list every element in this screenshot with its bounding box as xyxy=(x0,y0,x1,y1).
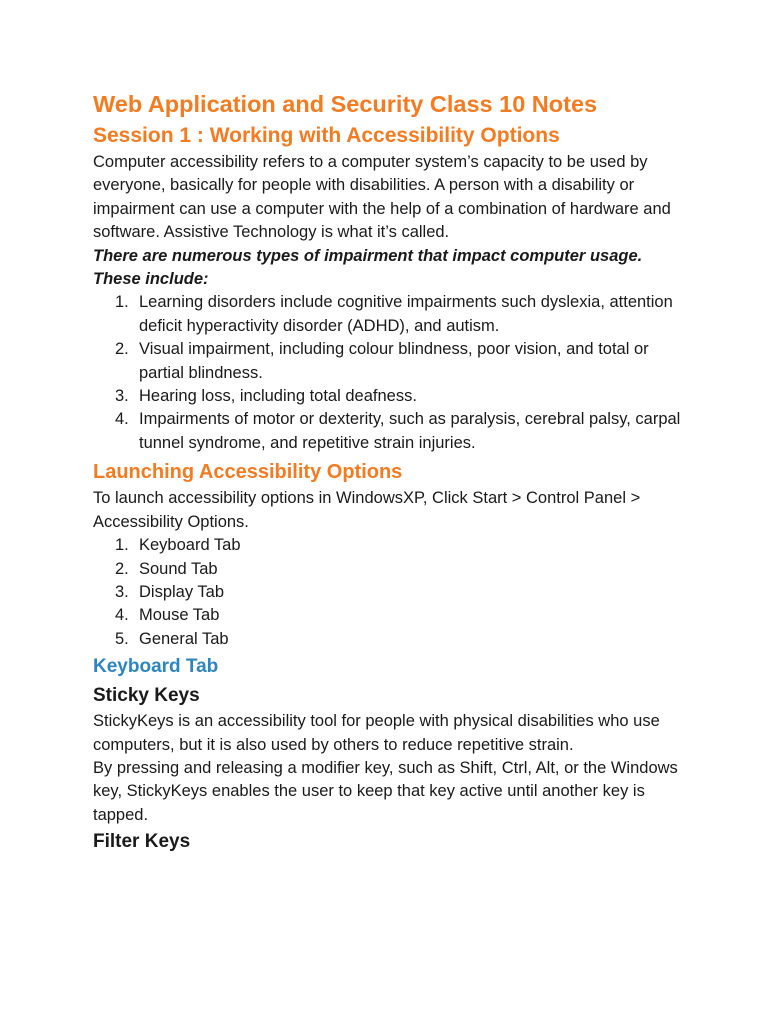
document-content xyxy=(93,88,693,856)
list-text: Visual impairment, including colour blindness, poor vision, and total or partial blindness. xyxy=(139,340,649,382)
list-number: 2. xyxy=(115,559,129,578)
list-text: Learning disorders include cognitive impairments such dyslexia, attention deficit hyperactivity disorder (ADHD), and autism. xyxy=(139,293,673,335)
list-number: 3. xyxy=(115,387,129,406)
tabs-list xyxy=(93,534,693,651)
list-item xyxy=(93,581,693,604)
impairment-lead: There are numerous types of impairment that impact computer usage. These include: xyxy=(93,246,643,289)
list-item xyxy=(93,385,693,408)
list-number: 4. xyxy=(115,410,129,429)
sticky-keys-heading: Sticky Keys xyxy=(93,685,200,707)
session-heading: Session 1 : Working with Accessibility Options xyxy=(93,124,560,147)
list-number: 4. xyxy=(115,606,129,625)
list-item xyxy=(93,408,693,455)
intro-paragraph: Computer accessibility refers to a computer system’s capacity to be used by everyone, basically for people with disabilities. A person with a disability or impairment can use a computer with the help of a combination of hardware and software. Assistive Technology is what it’s called. xyxy=(93,153,671,242)
list-number: 3. xyxy=(115,582,129,601)
list-text: Hearing loss, including total deafness. xyxy=(139,387,417,406)
list-item xyxy=(93,628,693,651)
list-item xyxy=(93,291,693,338)
impairment-list xyxy=(93,291,693,455)
list-item xyxy=(93,604,693,627)
list-text: Sound Tab xyxy=(139,559,218,578)
list-text: Mouse Tab xyxy=(139,606,220,625)
list-number: 2. xyxy=(115,340,129,359)
list-text: Display Tab xyxy=(139,582,224,601)
list-text: General Tab xyxy=(139,629,229,648)
page-title: Web Application and Security Class 10 Notes xyxy=(93,91,598,117)
list-item xyxy=(93,338,693,385)
launch-heading: Launching Accessibility Options xyxy=(93,461,403,484)
sticky-keys-paragraph-2: By pressing and releasing a modifier key, such as Shift, Ctrl, Alt, or the Windows key, StickyKeys enables the user to keep that key active until another key is tapped. xyxy=(93,758,678,824)
list-number: 1. xyxy=(115,536,129,555)
list-text: Impairments of motor or dexterity, such as paralysis, cerebral palsy, carpal tunnel syndrome, and repetitive strain injuries. xyxy=(139,410,681,452)
list-text: Keyboard Tab xyxy=(139,536,241,555)
keyboard-tab-heading: Keyboard Tab xyxy=(93,656,219,678)
sticky-keys-paragraph-1: StickyKeys is an accessibility tool for people with physical disabilities who use computers, but it is also used by others to reduce repetitive strain. xyxy=(93,712,660,754)
list-number: 1. xyxy=(115,293,129,312)
filter-keys-heading: Filter Keys xyxy=(93,831,191,853)
list-number: 5. xyxy=(115,629,129,648)
list-item xyxy=(93,558,693,581)
launch-paragraph: To launch accessibility options in WindowsXP, Click Start > Control Panel > Accessibility Options. xyxy=(93,489,641,531)
list-item xyxy=(93,534,693,557)
